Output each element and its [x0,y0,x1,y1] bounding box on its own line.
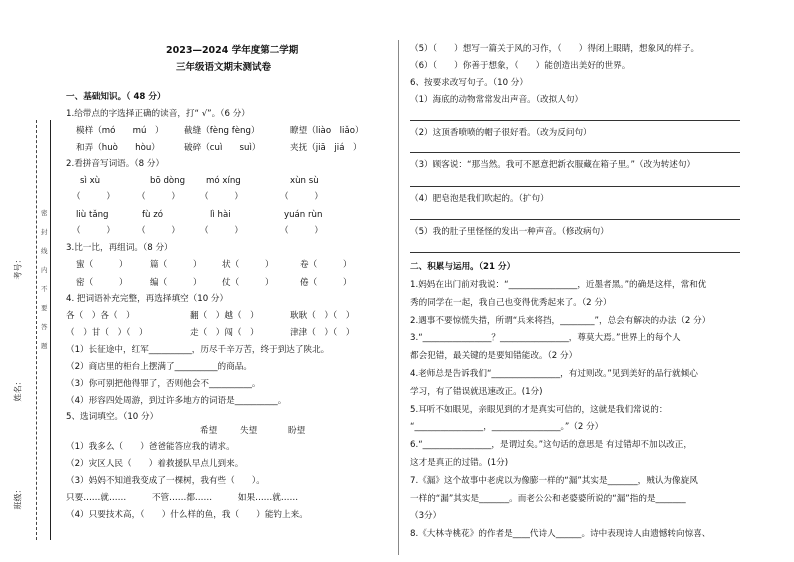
section-2-line: 学习，有了错误就迅速改正。(1分) [410,386,543,397]
seal-char: 不 [41,285,48,293]
q6-answer-line-3[interactable] [410,186,740,187]
exam-title: 三年级语文期末测试卷 [176,62,272,73]
q2-blank-1[interactable]: （ ） [72,192,115,202]
q1-row-1-item-1: 模样（mó mú ） [76,126,164,136]
q2-pinyin-2: bō dòng [150,176,186,186]
q4-row-1-item-1: 各（ ）各（ ） [66,311,135,321]
q2-blank-5[interactable]: （ ） [72,226,115,236]
q4-item-3: （3）你可别把他得罪了，否则他会不__________。 [66,379,261,389]
q2-pinyin-4: xùn sù [290,176,319,186]
seal-char: 要 [41,304,48,312]
q1-row-1-item-2: 截缝（fèng fèng） [184,126,260,136]
seal-char: 答 [41,323,48,331]
section-2-line: 4.老师总是告诉我们“________________，有过则改。”见到美好的品行就倾心 [410,369,698,379]
q5-word-3: 盼望 [288,426,306,436]
section-2-line: 都会犯错，最关键的是要知错能改。（2 分） [410,351,578,362]
q1-row-2-item-1: 和弄（huò hòu） [76,143,160,153]
q2-pinyin-7: lì hài [210,210,231,220]
q3-row-2-item-1: 密（ ） [76,278,128,288]
q6-answer-line-4[interactable] [410,219,740,220]
q4-item-4: （4）形容四处周游，到过许多地方的词语是__________。 [66,396,287,406]
section-2-line: 这才是真正的过错。(1分) [410,458,509,468]
q5-prompt: 5、选词填空。（10 分） [66,412,159,422]
seal-char: 题 [41,342,48,350]
section-2-line: 2.遇事不要惊慌失措，所谓“兵来将挡，________”，总会有解决的办法（2 分） [410,315,711,326]
q3-prompt: 3.比一比，再组词。（8 分） [66,243,173,253]
seal-char: 内 [41,266,48,274]
section-2-line: 5.耳听不如眼见，亲眼见到的才是真实可信的，这就是我们常说的： [410,404,668,415]
q5-connectives: 只要……就…… 不管……都…… 如果……就…… [66,493,299,503]
section-2-line: 7.《漏》这个故事中老虎以为像膨一样的“漏”其实是_______，贼认为像旋风 [410,475,698,486]
q2-pinyin-5: liù tǎng [76,210,109,220]
q2-prompt: 2.看拼音写词语。（8 分） [66,159,165,169]
q4-row-1-item-2: 翻（ ）越（ ） [190,311,259,321]
page-column-divider [398,40,399,555]
section-2-line: 一样的“漏”其实是_______。而老公公和老婆婆所说的“漏”指的是_______ [410,493,686,504]
q2-blank-3[interactable]: （ ） [200,192,243,202]
exam-number-label: 考号： [13,255,23,280]
q3-row-1-item-1: 蜜（ ） [76,260,128,270]
q5-item-5: （5）（ ）想写一篇关于风的习作，（ ）得闭上眼睛，想象风的样子。 [410,44,700,54]
q1-row-2-item-2: 破碎（cuì suì） [184,143,261,153]
q5-item-4: （4）只要技术高，（ ）什么样的鱼，我（ ）能钓上来。 [66,510,308,520]
q2-pinyin-1: sì xù [80,176,101,186]
class-label: 班级： [13,485,23,510]
q5-item-6: （6）（ ）你善于想象，（ ）能创造出美好的世界。 [410,61,631,71]
section-2-line: 6.“________________，是谓过矣。”这句话的意思是 有过错却不加以改正， [410,440,692,451]
q5-word-2: 失望 [240,426,258,436]
q3-row-2-item-2: 编（ ） [150,278,202,288]
q2-blank-6[interactable]: （ ） [137,226,180,236]
q6-answer-line-1[interactable] [410,120,740,121]
q4-row-2-item-2: 走（ ）闯（ ） [190,328,259,338]
q5-item-2: （2）灾区人民（ ）着救援队早点儿到来。 [66,459,244,469]
q2-blank-8[interactable]: （ ） [280,226,323,236]
q2-pinyin-6: fù zó [142,210,163,220]
section-2-heading: 二、积累与运用。（21 分） [410,262,516,272]
q4-item-2: （2）商店里的柜台上摆满了__________的商品。 [66,362,252,372]
q3-row-1-item-4: 卷（ ） [300,260,352,270]
q3-row-1-item-3: 状（ ） [222,260,274,270]
q3-row-1-item-2: 篇（ ） [150,260,202,270]
q4-row-2-item-3: 津津（ ）（ ） [290,328,355,338]
q5-item-1: （1）我多么（ ）爸爸能答应我的请求。 [66,442,235,452]
q6-item-3: （3）顾客说：“那当然。我可不愿意把新衣服藏在箱子里。”（改为转述句） [410,160,696,170]
section-1-heading: 一、基础知识。（ 48 分） [66,92,166,102]
student-name-label: 姓名： [13,377,23,402]
q6-item-5: （5）我的肚子里怪怪的发出一种声音。（修改病句） [410,227,609,237]
q2-pinyin-3: mó xíng [206,176,241,186]
q1-row-1-item-3: 瞭望（liào liǎo） [290,126,364,136]
q1-prompt: 1.给带点的字选择正确的读音，打“ √”。（6 分） [66,109,250,119]
q6-prompt: 6、按要求改写句子。（10 分） [410,78,528,88]
q5-word-1: 希望 [200,426,218,436]
section-2-line: （3分） [410,511,442,522]
q6-item-1: （1）海底的动物常常发出声音。（改拟人句） [410,95,584,105]
q3-row-2-item-4: 倦（ ） [300,278,352,288]
binding-solid-line [50,120,51,540]
section-2-line: 8.《大林寺桃花》的作者是____代诗人______。诗中表现诗人由遗憾转向惊喜、 [410,529,711,540]
q3-row-2-item-3: 仗（ ） [222,278,274,288]
q5-item-3: （3）妈妈不知道我变成了一棵树，我有些（ ）。 [66,476,265,486]
q6-item-2: （2）这顶香喷喷的帽子很好看。（改为反问句） [410,128,592,138]
q4-row-2-item-1: （ ）甘（ ）（ ） [66,328,148,338]
q1-row-2-item-3: 夹抚（jiā jiá ） [290,143,362,153]
section-2-line: 秀的同学在一起，我自己也变得优秀起来了。（2 分） [410,297,612,308]
q4-item-1: （1）长征途中，红军__________，历尽千辛万苦，终于到达了陕北。 [66,345,330,355]
q2-blank-2[interactable]: （ ） [137,192,180,202]
exam-year-title: 2023—2024 学年度第二学期 [166,45,299,56]
section-2-line: “________________，________________。”（2 分） [410,422,604,433]
q4-row-1-item-3: 耿耿（ ）（ ） [290,311,355,321]
q6-item-4: （4）肥皂泡是我们吹起的。（扩句） [410,194,549,204]
q6-answer-line-2[interactable] [410,152,740,153]
q4-prompt: 4. 把词语补充完整，再选择填空（10 分） [66,294,229,304]
seal-char: 密 [41,209,48,217]
q6-answer-line-5[interactable] [410,252,740,253]
section-2-line: 3.“________________？________________，尊莫大焉。”世界上的每个人 [410,333,681,344]
q2-blank-4[interactable]: （ ） [280,192,323,202]
q2-blank-7[interactable]: （ ） [200,226,243,236]
seal-char: 封 [41,228,48,236]
section-2-line: 1.妈妈在出门前对我说：“________________，近墨者黑。”的确是这样，常和优 [410,280,707,290]
binding-dashed-line [36,120,37,540]
q2-pinyin-8: yuán rùn [284,210,323,220]
seal-char: 线 [41,247,48,255]
